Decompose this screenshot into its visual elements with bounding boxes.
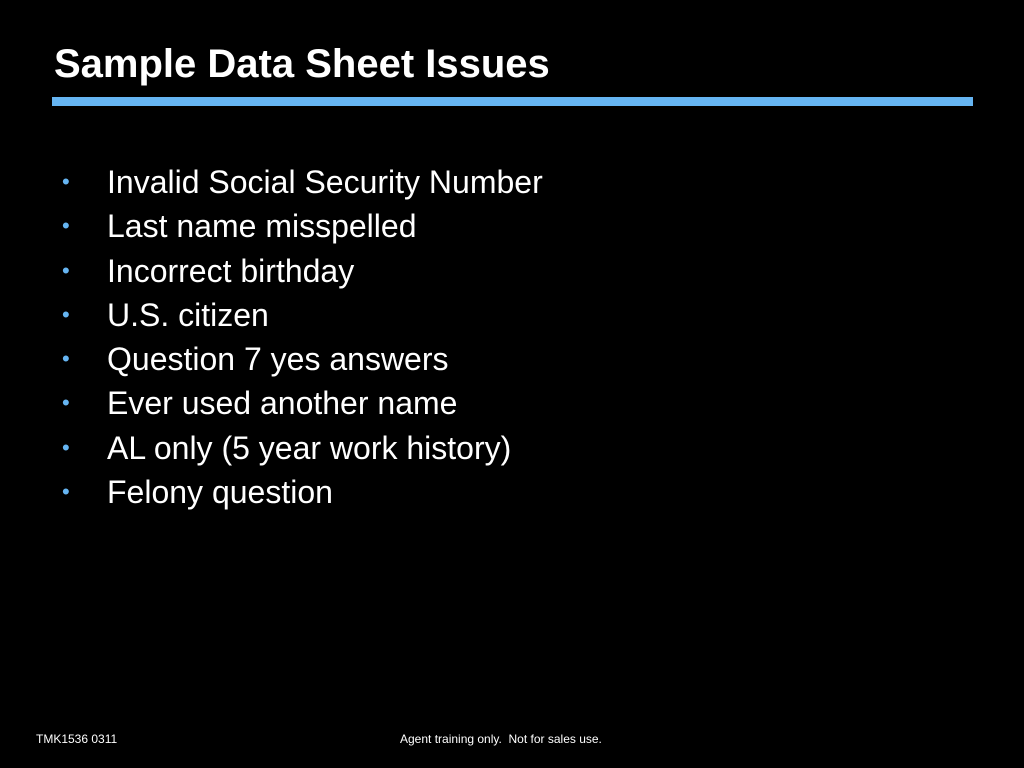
footer-disclaimer: Agent training only. Not for sales use. — [400, 732, 602, 746]
bullet-text: U.S. citizen — [107, 296, 269, 333]
bullet-marker: • — [62, 213, 70, 239]
bullet-text: Question 7 yes answers — [107, 341, 449, 378]
title-underline — [52, 97, 973, 106]
bullet-text: Ever used another name — [107, 385, 458, 422]
bullet-text: Incorrect birthday — [107, 252, 355, 289]
bullet-marker: • — [62, 390, 70, 416]
bullet-marker: • — [62, 434, 70, 460]
bullet-marker: • — [62, 301, 70, 327]
footer-code: TMK1536 0311 — [36, 732, 118, 746]
bullet-text: Invalid Social Security Number — [107, 164, 543, 200]
bullet-text: AL only (5 year work history) — [107, 429, 512, 466]
bullet-marker: • — [62, 479, 70, 505]
bullet-text: Felony question — [107, 474, 333, 511]
bullet-text: Last name misspelled — [107, 208, 417, 245]
bullet-marker: • — [62, 169, 70, 194]
bullet-marker: • — [62, 346, 70, 372]
slide-title: Sample Data Sheet Issues — [54, 42, 550, 86]
bullet-marker: • — [62, 257, 70, 283]
